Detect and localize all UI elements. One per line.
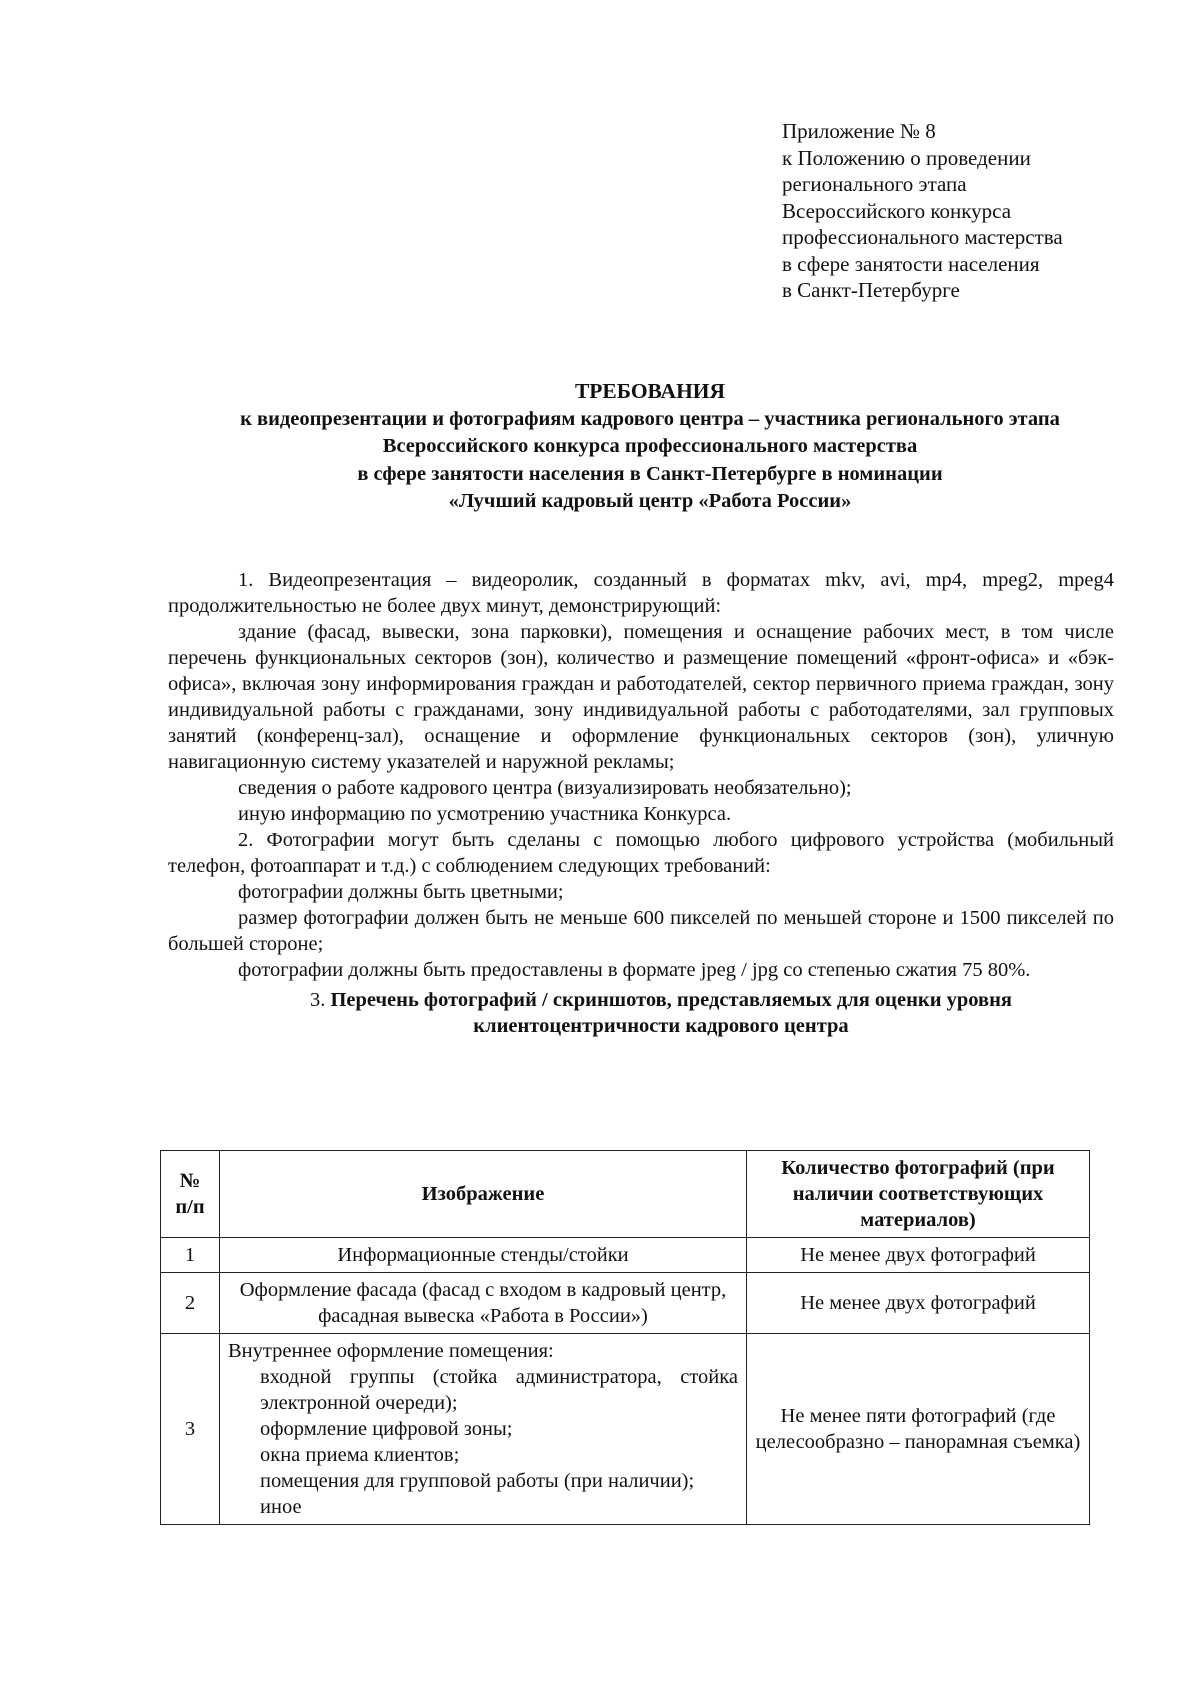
title-line: в сфере занятости населения в Санкт-Петербурге в номинации [357, 462, 943, 485]
table-header-row [161, 1151, 1090, 1238]
paragraph-building: здание (фасад, вывески, зона парковки), помещения и оснащение рабочих мест, в том числе перечень функциональных секторов (зон), количество и размещение помещений «фронт-офиса» и «бэк-офиса», включая зону информирования граждан и работодателей, сектор первичного приема граждан, зону индивидуальной работы с гражданами, зону индивидуальной работы с работодателями, зал групповых занятий (конференц-зал), оснащение и оформление функциональных секторов (зон), уличную навигационную систему указателей и наружной рекламы; [168, 621, 1114, 773]
table-row [161, 1238, 1090, 1273]
annex-line: регионального этапа [782, 172, 967, 196]
annex-line: Приложение № 8 [782, 119, 936, 143]
title-line: «Лучший кадровый центр «Работа России» [448, 490, 852, 512]
annex-header [782, 118, 1182, 304]
title-line: Всероссийского конкурса профессионального мастерства [382, 435, 918, 457]
row-count: Не менее пяти фотографий (где целесообразно – панорамная съемка) [747, 1334, 1090, 1525]
section-3-title: Перечень фотографий / скриншотов, представляемых для оценки уровня клиентоцентричности кадрового центра [330, 989, 1013, 1037]
row-image-heading: Внутреннее оформление помещения: [228, 1340, 554, 1362]
row-number: 3 [161, 1334, 220, 1525]
section-3-heading [168, 987, 1114, 1039]
table-row [161, 1273, 1090, 1334]
row-image: Оформление фасада (фасад с входом в кадровый центр, фасадная вывеска «Работа в России») [220, 1273, 747, 1334]
body-text [168, 567, 1114, 1039]
list-item: входной группы (стойка администратора, стойка электронной очереди); [260, 1366, 738, 1414]
row-image [220, 1334, 747, 1525]
section-3-number: 3. [309, 989, 326, 1011]
paragraph-info: сведения о работе кадрового центра (визуализировать необязательно); [238, 777, 852, 799]
title-main: ТРЕБОВАНИЯ [574, 379, 726, 403]
row-count: Не менее двух фотографий [747, 1238, 1090, 1273]
row-image-list [228, 1364, 738, 1520]
list-item: иное [260, 1496, 302, 1518]
title-line: к видеопрезентации и фотографиям кадрового центра – участника регионального этапа [240, 407, 1060, 430]
header-image: Изображение [220, 1151, 747, 1238]
row-number: 2 [161, 1273, 220, 1334]
paragraph-video: 1. Видеопрезентация – видеоролик, созданный в форматах mkv, avi, mp4, mpeg2, mpeg4 продолжительностью не более двух минут, демонстрирующий: [168, 569, 1114, 617]
header-number: № п/п [161, 1151, 220, 1238]
paragraph-format: фотографии должны быть предоставлены в формате jpeg / jpg со степенью сжатия 75 80%. [238, 959, 1031, 981]
paragraph-size: размер фотографии должен быть не меньше 600 пикселей по меньшей стороне и 1500 пикселей по большей стороне; [168, 907, 1114, 955]
list-item: помещения для групповой работы (при наличии); [260, 1470, 695, 1492]
paragraph-other: иную информацию по усмотрению участника Конкурса. [238, 803, 732, 825]
header-count: Количество фотографий (при наличии соответствующих материалов) [747, 1151, 1090, 1238]
annex-line: Всероссийского конкурса [782, 198, 1012, 223]
annex-line: к Положению о проведении [782, 145, 1031, 170]
annex-line: профессионального мастерства [782, 225, 1063, 249]
document-title [150, 378, 1150, 516]
row-number: 1 [161, 1238, 220, 1273]
row-image: Информационные стенды/стойки [220, 1238, 747, 1273]
photo-requirements-table [160, 1150, 1090, 1525]
paragraph-photos: 2. Фотографии могут быть сделаны с помощью любого цифрового устройства (мобильный телефон, фотоаппарат и т.д.) с соблюдением следующих требований: [168, 829, 1114, 877]
annex-line: в Санкт-Петербурге [782, 278, 960, 302]
paragraph-color: фотографии должны быть цветными; [238, 881, 564, 903]
annex-line: в сфере занятости населения [782, 251, 1040, 276]
table-row [161, 1334, 1090, 1525]
row-count: Не менее двух фотографий [747, 1273, 1090, 1334]
list-item: окна приема клиентов; [260, 1444, 460, 1466]
list-item: оформление цифровой зоны; [260, 1418, 513, 1440]
